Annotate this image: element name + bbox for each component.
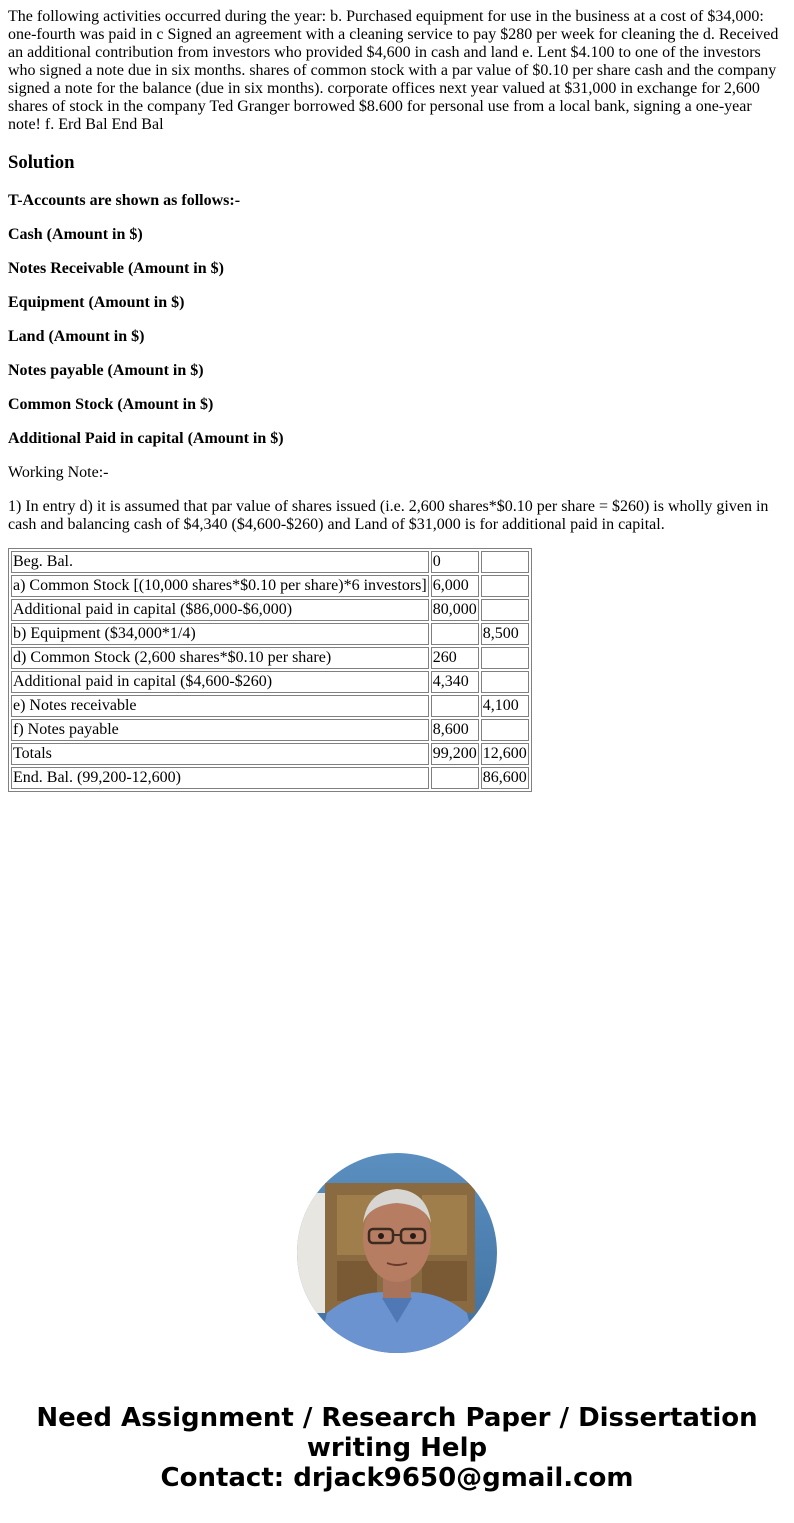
row-label: d) Common Stock (2,600 shares*$0.10 per share) xyxy=(11,647,429,669)
row-debit xyxy=(431,767,479,789)
row-credit xyxy=(481,551,529,573)
row-debit: 6,000 xyxy=(431,575,479,597)
row-label: Beg. Bal. xyxy=(11,551,429,573)
row-credit: 12,600 xyxy=(481,743,529,765)
account-cash-heading: Cash (Amount in $) xyxy=(8,226,143,243)
table-row xyxy=(11,719,529,741)
working-note-label: Working Note:- xyxy=(8,464,109,481)
account-common-stock-heading: Common Stock (Amount in $) xyxy=(8,396,214,413)
row-credit xyxy=(481,575,529,597)
author-portrait-image xyxy=(297,1153,497,1353)
working-note-text: 1) In entry d) it is assumed that par value of shares issued (i.e. 2,600 shares*$0.10 per share = $260) is wholly given in cash and balancing cash of $4,340 ($4,600-$260) and Land of $31,000 is for additional paid in capital. xyxy=(8,498,769,533)
row-credit: 86,600 xyxy=(481,767,529,789)
row-label: Additional paid in capital ($86,000-$6,000) xyxy=(11,599,429,621)
row-label: b) Equipment ($34,000*1/4) xyxy=(11,623,429,645)
account-land-heading: Land (Amount in $) xyxy=(8,328,145,345)
table-row xyxy=(11,695,529,717)
table-row xyxy=(11,647,529,669)
promo-line-2: writing Help xyxy=(306,1433,488,1463)
promo-line-1: Need Assignment / Research Paper / Dissertation xyxy=(36,1403,758,1433)
table-row xyxy=(11,743,529,765)
promo-contact-line: Contact: drjack9650@gmail.com xyxy=(160,1463,634,1493)
row-debit: 80,000 xyxy=(431,599,479,621)
account-equipment-heading: Equipment (Amount in $) xyxy=(8,294,185,311)
solution-heading: Solution xyxy=(8,152,75,173)
row-label: a) Common Stock [(10,000 shares*$0.10 per share)*6 investors] xyxy=(11,575,429,597)
row-debit: 8,600 xyxy=(431,719,479,741)
row-label: Additional paid in capital ($4,600-$260) xyxy=(11,671,429,693)
t-accounts-heading: T-Accounts are shown as follows:- xyxy=(8,192,241,209)
row-label: f) Notes payable xyxy=(11,719,429,741)
table-row xyxy=(11,575,529,597)
table-row xyxy=(11,671,529,693)
row-credit xyxy=(481,599,529,621)
row-credit xyxy=(481,719,529,741)
table-row xyxy=(11,599,529,621)
row-debit xyxy=(431,623,479,645)
row-label: Totals xyxy=(11,743,429,765)
row-credit: 4,100 xyxy=(481,695,529,717)
table-row xyxy=(11,767,529,789)
cash-t-account-table xyxy=(8,548,532,792)
account-apic-heading: Additional Paid in capital (Amount in $) xyxy=(8,430,284,447)
problem-statement: The following activities occurred during the year: b. Purchased equipment for use in the business at a cost of $34,000: one-fourth was paid in c Signed an agreement with a cleaning service to pay $280 per week for cleaning the d. Received an additional contribution from investors who provided $4,600 in cash and land e. Lent $4.100 to one of the investors who signed a note due in six months. shares of common stock with a par value of $0.10 per share cash and the company signed a note for the balance (due in six months). corporate offices next year valued at $31,000 in exchange for 2,600 shares of stock in the company Ted Granger borrowed $8.600 for personal use from a local bank, signing a one-year note! f. Erd Bal End Bal xyxy=(8,8,779,133)
row-debit: 4,340 xyxy=(431,671,479,693)
table-row xyxy=(11,623,529,645)
row-debit: 99,200 xyxy=(431,743,479,765)
row-label: e) Notes receivable xyxy=(11,695,429,717)
table-row xyxy=(11,551,529,573)
row-debit: 0 xyxy=(431,551,479,573)
author-avatar xyxy=(297,1153,497,1353)
account-notes-receivable-heading: Notes Receivable (Amount in $) xyxy=(8,260,224,277)
row-debit xyxy=(431,695,479,717)
ledger-body xyxy=(11,551,529,789)
account-notes-payable-heading: Notes payable (Amount in $) xyxy=(8,362,204,379)
row-debit: 260 xyxy=(431,647,479,669)
row-label: End. Bal. (99,200-12,600) xyxy=(11,767,429,789)
row-credit xyxy=(481,647,529,669)
promo-banner xyxy=(0,1403,794,1493)
row-credit: 8,500 xyxy=(481,623,529,645)
row-credit xyxy=(481,671,529,693)
